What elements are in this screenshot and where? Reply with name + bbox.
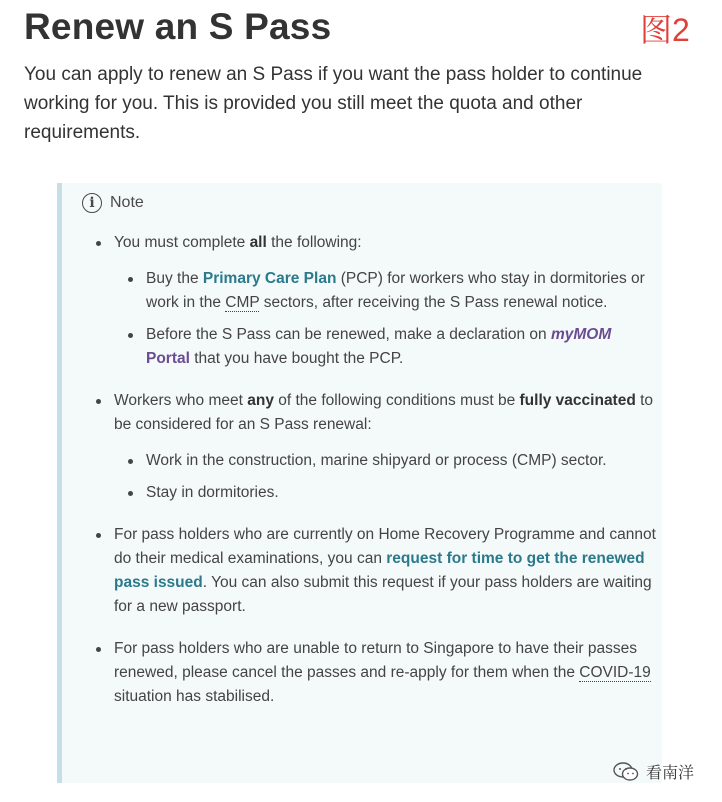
sub-item-pcp	[114, 267, 657, 315]
sub-item-text: Before the S Pass can be renewed, make a declaration on	[146, 326, 551, 343]
note-item-text: Workers who meet	[114, 392, 248, 409]
figure-tag: 图2	[640, 12, 690, 48]
note-item-bold: fully vaccinated	[519, 392, 636, 409]
note-item-bold: any	[247, 392, 274, 409]
note-list	[92, 231, 657, 727]
info-icon: i	[82, 193, 102, 213]
cmp-abbreviation[interactable]: CMP	[225, 294, 260, 311]
watermark	[612, 760, 694, 783]
note-label: Note	[110, 194, 144, 211]
primary-care-plan-link[interactable]: Primary Care Plan	[202, 270, 337, 287]
sub-item-text: that you have bought the PCP.	[189, 350, 404, 367]
note-item-text: . You can also submit this request if your pass holders are waiting for a new passport.	[114, 574, 652, 615]
note-item-vaccination	[92, 389, 657, 505]
sub-list	[114, 449, 657, 505]
note-item-cancel-passes	[92, 637, 657, 709]
note-header	[82, 189, 144, 217]
sub-item-cmp-sector: Work in the construction, marine shipyard or process (CMP) sector.	[114, 449, 657, 473]
portal-name-rest: Portal	[146, 350, 190, 367]
note-item-text: situation has stabilised.	[114, 688, 275, 705]
watermark-text: 看南洋	[646, 765, 695, 782]
request-time-link[interactable]: request for time to get the renewed pass issued	[114, 550, 645, 591]
sub-item-dormitories: Stay in dormitories.	[114, 481, 657, 505]
sub-item-declaration	[114, 323, 657, 371]
covid-abbreviation[interactable]: COVID-19	[579, 664, 651, 681]
note-item-text: For pass holders who are unable to return to Singapore to have their passes renewed, please cancel the passes and re-apply for them when the	[114, 640, 638, 681]
note-item-text: of the following conditions must be	[273, 392, 520, 409]
page-title: Renew an S Pass	[24, 6, 332, 47]
note-item-text: the following:	[266, 234, 362, 251]
note-item-home-recovery	[92, 523, 657, 619]
note-item-complete-all	[92, 231, 657, 371]
note-box	[57, 183, 662, 783]
portal-name-italic: myMOM	[550, 326, 612, 343]
note-item-text: to be considered for an S Pass renewal:	[114, 392, 654, 433]
note-item-bold: all	[249, 234, 267, 251]
sub-item-text: Buy the	[146, 270, 203, 287]
intro-paragraph: You can apply to renew an S Pass if you want the pass holder to continue working for you. This is provided you still meet the quota and other requirements.	[24, 64, 643, 143]
sub-item-text: (PCP) for workers who stay in dormitories or work in the	[146, 270, 645, 311]
sub-item-text: sectors, after receiving the S Pass renewal notice.	[259, 294, 608, 311]
note-item-text: You must complete	[114, 234, 250, 251]
sub-list	[114, 267, 657, 371]
wechat-icon	[612, 761, 640, 783]
note-item-text: For pass holders who are currently on Home Recovery Programme and cannot do their medical examinations, you can	[114, 526, 656, 567]
